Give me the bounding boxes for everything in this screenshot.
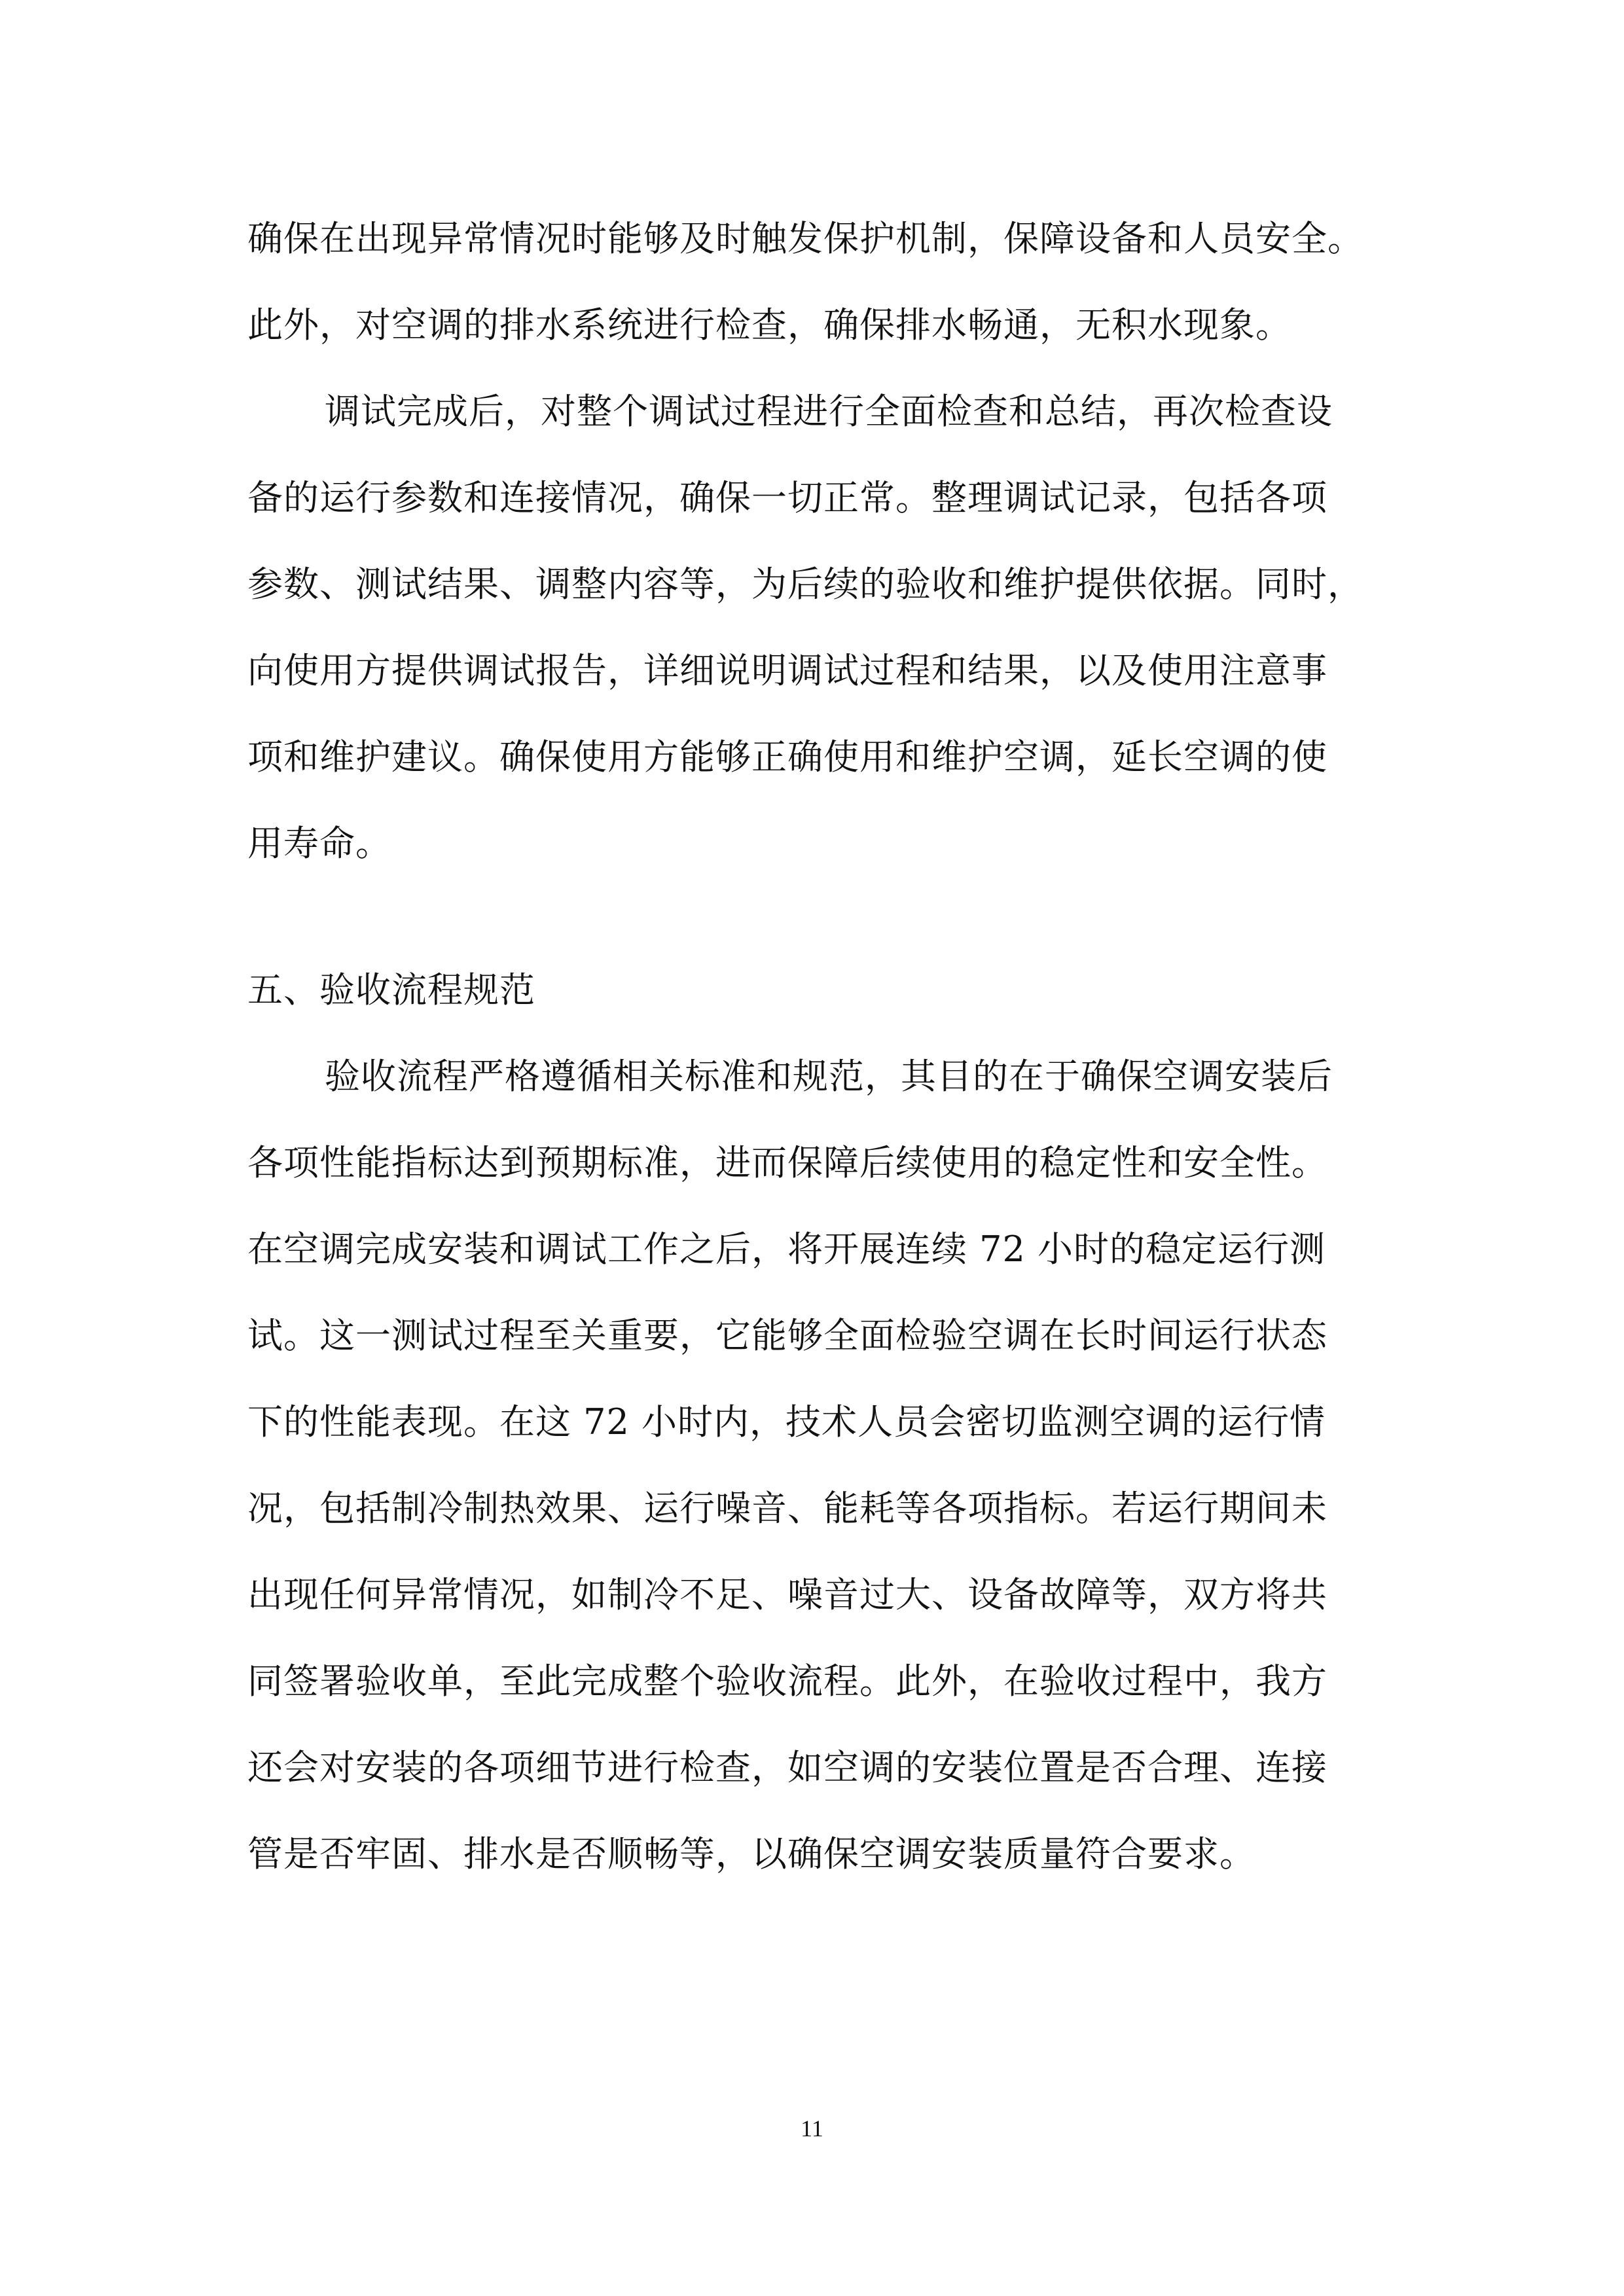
paragraph-2-line-1: 调试完成后，对整个调试过程进行全面检查和总结，再次检查设	[325, 391, 1333, 432]
paragraph-3-line-10: 管是否牢固、排水是否顺畅等，以确保空调安装质量符合要求。	[247, 1833, 1255, 1874]
paragraph-1-line-2: 此外，对空调的排水系统进行检查，确保排水畅通，无积水现象。	[247, 304, 1291, 346]
paragraph-2-line-5: 项和维护建议。确保使用方能够正确使用和维护空调，延长空调的使	[247, 736, 1327, 778]
paragraph-2-line-6: 用寿命。	[247, 823, 391, 864]
paragraph-3-line-8: 同签署验收单，至此完成整个验收流程。此外，在验收过程中，我方	[247, 1660, 1327, 1702]
paragraph-3-line-3: 在空调完成安装和调试工作之后，将开展连续 72 小时的稳定运行测	[247, 1229, 1326, 1270]
paragraph-3-line-1: 验收流程严格遵循相关标准和规范，其目的在于确保空调安装后	[325, 1056, 1333, 1097]
paragraph-3-line-4: 试。这一测试过程至关重要，它能够全面检验空调在长时间运行状态	[247, 1315, 1327, 1356]
paragraph-3-line-2: 各项性能指标达到预期标准，进而保障后续使用的稳定性和安全性。	[247, 1142, 1327, 1183]
paragraph-2-line-2: 备的运行参数和连接情况，确保一切正常。整理调试记录，包括各项	[247, 477, 1327, 518]
paragraph-3-line-9: 还会对安装的各项细节进行检查，如空调的安装位置是否合理、连接	[247, 1747, 1327, 1788]
paragraph-3-line-5: 下的性能表现。在这 72 小时内，技术人员会密切监测空调的运行情	[247, 1401, 1326, 1443]
paragraph-1-line-1: 确保在出现异常情况时能够及时触发保护机制，保障设备和人员安全。	[247, 218, 1363, 259]
paragraph-3-line-6: 况，包括制冷制热效果、运行噪音、能耗等各项指标。若运行期间未	[247, 1488, 1327, 1529]
paragraph-3-line-7: 出现任何异常情况，如制冷不足、噪音过大、设备故障等，双方将共	[247, 1574, 1327, 1615]
paragraph-2-line-3: 参数、测试结果、调整内容等，为后续的验收和维护提供依据。同时，	[247, 564, 1363, 605]
page-number: 11	[801, 2115, 823, 2142]
paragraph-2-line-4: 向使用方提供调试报告，详细说明调试过程和结果，以及使用注意事	[247, 650, 1327, 691]
section-heading: 五、验收流程规范	[247, 969, 535, 1011]
